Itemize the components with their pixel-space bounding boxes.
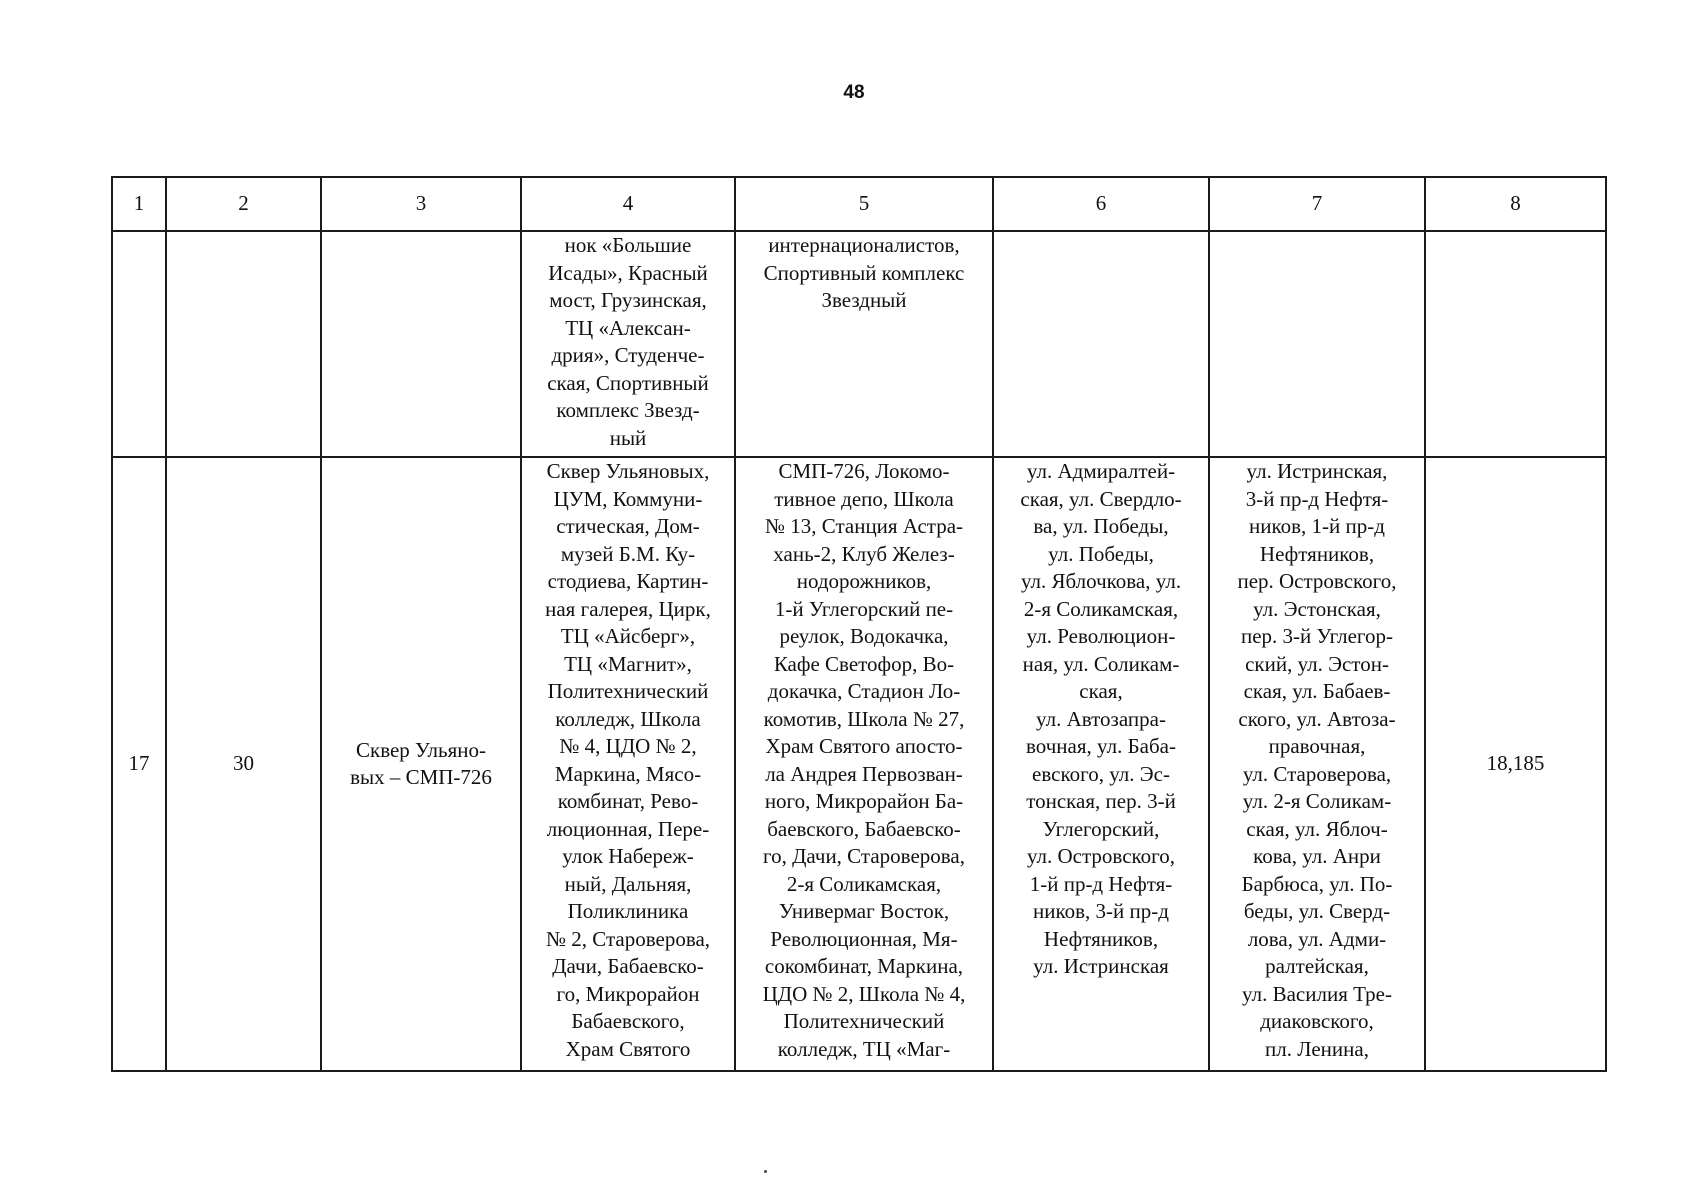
- page-number: 48: [843, 82, 865, 103]
- column-header-3: 3: [321, 177, 521, 231]
- cell-route-number: [166, 231, 321, 457]
- cell-route-name: [321, 231, 521, 457]
- table-row: [112, 231, 1606, 457]
- cell-route-name: Сквер Ульяно- вых – СМП-726: [321, 457, 521, 1071]
- cell-stops-backward: интернационалистов, Спортивный комплекс Звездный: [735, 231, 993, 457]
- column-header-4: 4: [521, 177, 735, 231]
- column-header-2: 2: [166, 177, 321, 231]
- route-table: [111, 176, 1607, 1072]
- cell-length: [1425, 231, 1606, 457]
- cell-stops-forward: Сквер Ульяновых, ЦУМ, Коммуни- стическая, Дом- музей Б.М. Ку- стодиева, Картин- ная галерея, Цирк, ТЦ «Айсберг», ТЦ «Магнит», Политехнический колледж, Школа № 4, ЦДО № 2, Маркина, Мясо- комбинат, Рево- люционная, Пере- улок Набереж- ный, Дальняя, Поликлиника № 2, Староверова, Дачи, Бабаевско- го, Микрорайон Бабаевского, Храм Святого: [521, 457, 735, 1071]
- column-header-6: 6: [993, 177, 1209, 231]
- column-header-5: 5: [735, 177, 993, 231]
- cell-length: 18,185: [1425, 457, 1606, 1071]
- column-header-8: 8: [1425, 177, 1606, 231]
- cell-streets-forward: ул. Адмиралтей- ская, ул. Свердло- ва, ул. Победы, ул. Победы, ул. Яблочкова, ул. 2-я Соликамская, ул. Революцион- ная, ул. Соликам- ская, ул. Автозапра- вочная, ул. Баба- евского, ул. Эс- тонская, пер. 3-й Углегорский, ул. Островского, 1-й пр-д Нефтя- ников, 3-й пр-д Нефтяников, ул. Истринская: [993, 457, 1209, 1071]
- cell-route-number: 30: [166, 457, 321, 1071]
- column-header-1: 1: [112, 177, 166, 231]
- cell-number: 17: [112, 457, 166, 1071]
- cell-streets-backward: [1209, 231, 1425, 457]
- column-header-7: 7: [1209, 177, 1425, 231]
- table-row: [112, 457, 1606, 1071]
- cell-streets-forward: [993, 231, 1209, 457]
- cell-stops-backward: СМП-726, Локомо- тивное депо, Школа № 13, Станция Астра- хань-2, Клуб Желез- нодорожников, 1-й Углегорский пе- реулок, Водокачка, Кафе Светофор, Во- докачка, Стадион Ло- комотив, Школа № 27, Храм Святого апосто- ла Андрея Первозван- ного, Микрорайон Ба- баевского, Бабаевско- го, Дачи, Староверова, 2-я Соликамская, Универмаг Восток, Революционная, Мя- сокомбинат, Маркина, ЦДО № 2, Школа № 4, Политехнический колледж, ТЦ «Маг-: [735, 457, 993, 1071]
- cell-stops-forward: нок «Большие Исады», Красный мост, Грузинская, ТЦ «Алексан- дрия», Студенче- ская, Спортивный комплекс Звезд- ный: [521, 231, 735, 457]
- scan-speck: [764, 1170, 767, 1173]
- cell-streets-backward: ул. Истринская, 3-й пр-д Нефтя- ников, 1-й пр-д Нефтяников, пер. Островского, ул. Эстонская, пер. 3-й Углегор- ский, ул. Эстон- ская, ул. Бабаев- ского, ул. Автоза- правочная, ул. Староверова, ул. 2-я Соликам- ская, ул. Яблоч- кова, ул. Анри Барбюса, ул. По- беды, ул. Сверд- лова, ул. Адми- ралтейская, ул. Василия Тре- диаковского, пл. Ленина,: [1209, 457, 1425, 1071]
- header-row: [112, 177, 1606, 231]
- cell-number: [112, 231, 166, 457]
